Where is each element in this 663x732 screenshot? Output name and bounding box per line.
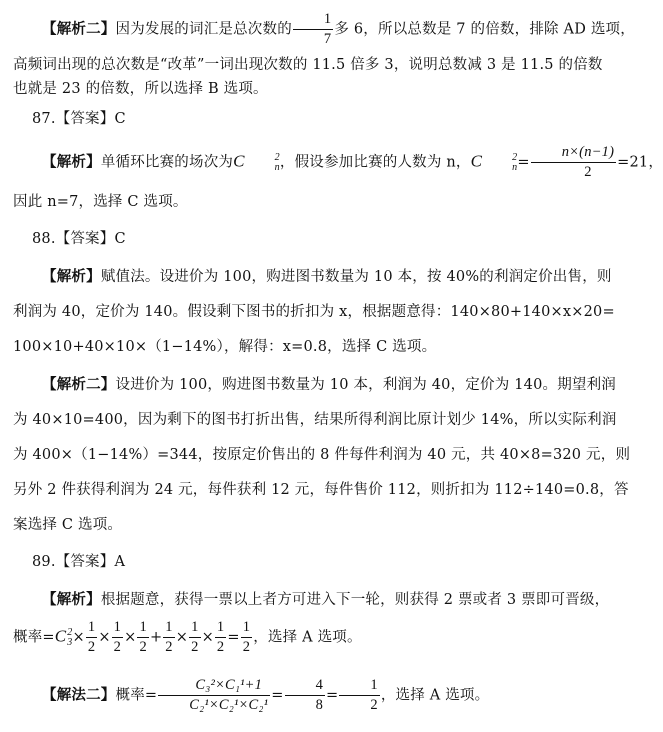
combination-symbol: C	[54, 626, 67, 646]
fraction-half	[215, 618, 226, 657]
fraction-numerator: 1	[86, 618, 97, 638]
analysis-tag: 【解析】	[42, 591, 101, 608]
fraction-numerator: n×(n−1)	[531, 143, 616, 163]
combination-symbol: C	[233, 151, 245, 171]
fraction-half	[189, 618, 200, 657]
fraction-numerator: C₃²×C₁¹+1	[158, 676, 270, 696]
answer-88-analysis-two-line2: 为 40×10=400，因为剩下的图书打折出售，结果所得利润比原计划少 14%，所以实际利润	[13, 412, 617, 428]
fraction-four-eighths	[285, 676, 325, 715]
answer-89-analysis-line1	[13, 589, 609, 611]
fraction-denominator: 2	[139, 639, 147, 655]
fraction-numerator: 1	[339, 676, 379, 696]
fraction-numerator: 4	[285, 676, 325, 696]
op: ×	[201, 629, 214, 646]
text: ，选择 A 选项。	[380, 687, 490, 704]
answer-88-heading: 88.【答案】C	[32, 231, 126, 247]
fraction-denominator: C₂¹×C₂¹×C₂¹	[189, 697, 269, 713]
fraction-half	[137, 618, 148, 657]
fraction-denominator: 2	[242, 639, 251, 655]
fraction-numerator: 1	[241, 618, 252, 638]
answer-87-heading: 87.【答案】C	[32, 111, 126, 127]
text: ，假设参加比赛的人数为 n，	[279, 154, 471, 171]
combination-symbol: C	[470, 151, 483, 171]
answer-88-analysis-two-line3: 为 400×（1−14%）=344，按原定价售出的 8 件每件利润为 40 元，共 40×8=320 元，则	[13, 447, 631, 463]
fraction-denominator: 7	[323, 31, 332, 47]
text: =21，	[617, 154, 663, 171]
text: 设进价为 100，购进图书数量为 10 本，利润为 40，定价为 140。期望利润	[115, 377, 616, 393]
sub: n	[274, 161, 280, 173]
method-two-tag: 【解法二】	[42, 686, 116, 704]
sub: 3	[67, 636, 73, 648]
text: 根据题意，获得一票以上者方可进入下一轮，则获得 2 票或者 3 票即可晋级，	[100, 592, 610, 608]
text: ，选择 A 选项。	[253, 629, 362, 646]
fraction-denominator: 2	[113, 639, 122, 655]
answer-88-analysis-two-line1	[13, 374, 616, 396]
fraction-numerator: 1	[189, 618, 200, 638]
op: =	[271, 687, 284, 704]
text: 概率=	[115, 687, 158, 704]
combination-scripts	[246, 153, 280, 173]
para-analysis-two-line1	[13, 10, 635, 49]
answer-87-analysis-line1: 【解析】单循环比赛的场次为C 2 n ，假设参加比赛的人数为 n，C 2 n = $\frac{n\times(n-1)}{2}$ =21，	[42, 144, 663, 180]
sup: 2	[512, 151, 518, 163]
combination-scripts	[483, 153, 517, 173]
analysis-two-tag: 【解析二】	[42, 20, 116, 38]
fraction-half	[112, 618, 123, 657]
text: 因为发展的词汇是总次数的	[115, 21, 292, 38]
op: ×	[98, 629, 111, 646]
fraction-denominator: 2	[191, 639, 199, 655]
fraction-denominator: 2	[87, 639, 96, 655]
fraction-numerator: 1	[163, 618, 174, 638]
op: ×	[175, 629, 189, 646]
op: ×	[72, 629, 85, 646]
fraction-numerator: 1	[293, 10, 333, 30]
fraction-denominator: 8	[315, 697, 324, 713]
answer-88-analysis-two-line5: 案选择 C 选项。	[13, 517, 123, 533]
sup: 2	[274, 151, 280, 163]
sup: 2	[67, 626, 73, 638]
fraction-half	[163, 618, 174, 657]
answer-87-analysis-line2: 因此 n=7，选择 C 选项。	[13, 194, 188, 210]
fraction-half	[339, 676, 379, 715]
fraction-denominator: 2	[370, 697, 378, 713]
op: ×	[124, 629, 137, 646]
fraction-combination	[158, 676, 270, 715]
text: 多 6，所以总数是 7 的倍数，排除 AD 选项，	[334, 21, 635, 38]
fraction-numerator: 1	[137, 618, 148, 638]
answer-88-analysis-two-line4: 另外 2 件获得利润为 24 元，每件获利 12 元，每件售价 112，则折扣为 112÷140=0.8，答	[13, 482, 629, 498]
analysis-two-tag: 【解析二】	[42, 376, 116, 393]
answer-89-probability-line	[13, 618, 362, 657]
fraction-half	[241, 618, 252, 657]
text: 概率=	[13, 629, 55, 646]
op: =	[326, 687, 339, 704]
fraction-one-seventh	[293, 10, 333, 49]
answer-88-analysis-line1	[13, 266, 612, 288]
text: 单循环比赛的场次为	[100, 154, 234, 171]
text: 赋值法。设进价为 100，购进图书数量为 10 本，按 40%的利润定价出售，则	[100, 269, 612, 285]
answer-89-method-two-line	[13, 676, 489, 715]
sub: n	[512, 161, 518, 173]
answer-88-analysis-line3: 100×10+40×10×（1−14%），解得：x=0.8，选择 C 选项。	[13, 339, 437, 355]
analysis-tag: 【解析】	[42, 268, 101, 285]
para-analysis-two-line2: 高频词出现的总次数是“改革”一词出现次数的 11.5 倍多 3，说明总数减 3 是 11.5 的倍数	[13, 57, 603, 73]
fraction-half	[86, 618, 97, 657]
fraction-denominator: 2	[165, 639, 173, 655]
op: +	[149, 629, 163, 646]
fraction-denominator: 2	[216, 639, 225, 655]
analysis-tag: 【解析】	[42, 153, 101, 171]
fraction-numerator: 1	[112, 618, 123, 638]
fraction-numerator: 1	[215, 618, 226, 638]
fraction-n-formula	[531, 143, 616, 182]
para-analysis-two-line3: 也就是 23 的倍数，所以选择 B 选项。	[13, 81, 268, 97]
answer-88-analysis-line2: 利润为 40，定价为 140。假设剩下图书的折扣为 x，根据题意得：140×80+140×x×20=	[13, 304, 615, 320]
fraction-denominator: 2	[584, 164, 592, 180]
answer-89-heading: 89.【答案】A	[32, 554, 126, 570]
op: =	[227, 629, 240, 646]
